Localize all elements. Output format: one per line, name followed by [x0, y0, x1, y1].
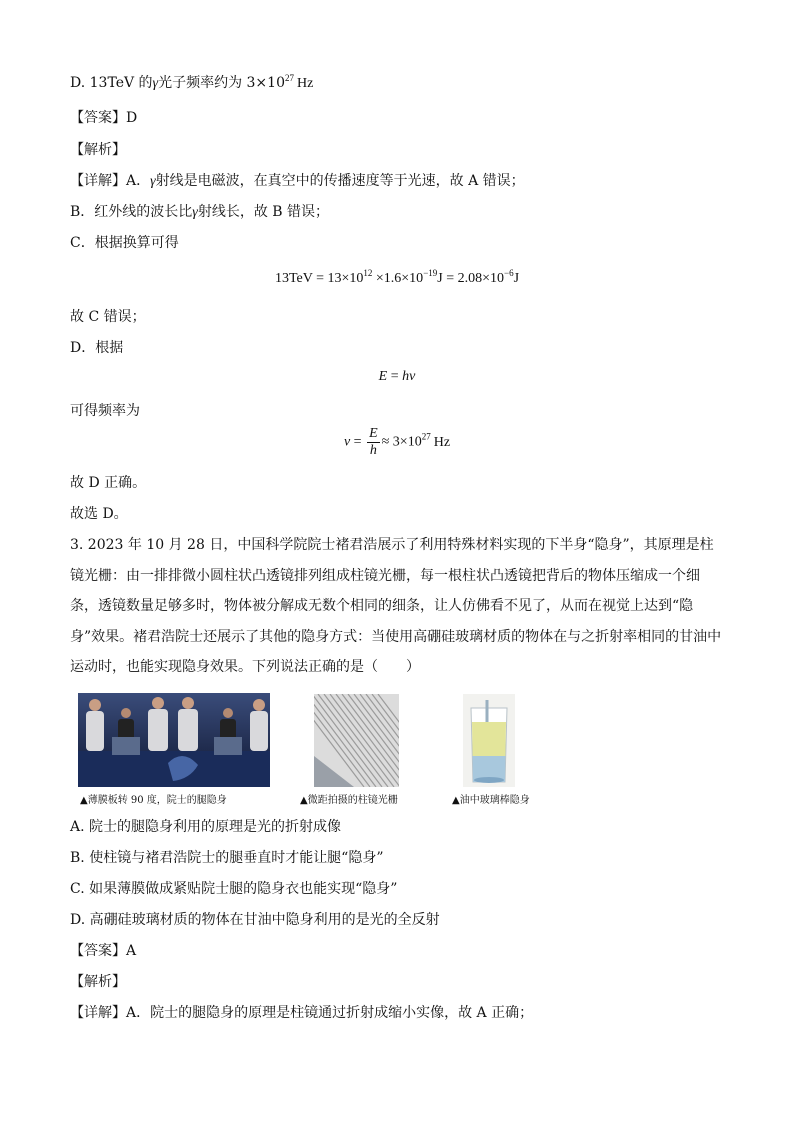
- option-d: D. 高硼硅玻璃材质的物体在甘油中隐身利用的是光的全反射: [70, 912, 440, 928]
- answer-label: 【答案】D: [70, 110, 138, 126]
- equation-planck: E = hν: [378, 369, 416, 384]
- fraction-e-over-h: $\frac{E}{h}$: [369, 426, 378, 458]
- detail-b: B．红外线的波长比γ射线长，故 B 错误；: [70, 204, 330, 220]
- option-a: A. 院士的腿隐身利用的原理是光的折射成像: [70, 819, 342, 835]
- lenticular-grating-photo: [314, 694, 399, 787]
- option-c: C. 如果薄膜做成紧贴院士腿的隐身衣也能实现“隐身”: [70, 881, 398, 897]
- lenticular-grating-illustration: [314, 694, 399, 787]
- glass-in-oil-illustration: [463, 694, 515, 787]
- caption-grating: ▲微距拍摄的柱镜光栅: [300, 795, 398, 806]
- equation-energy-conversion: $13TeV = 13\times 10^{12} \times 1.6\times 10^{-19}J = 2.08\times 10^{-6}J$: [274, 268, 520, 286]
- stage-photo-illustration: [78, 693, 270, 787]
- c-wrong-conclusion: 故 C 错误；: [70, 309, 146, 325]
- stage-photo: [78, 693, 270, 787]
- analysis-label: 【解析】: [70, 142, 126, 158]
- glass-in-oil-photo: [463, 694, 515, 787]
- equation-frequency: ν = $\frac{E}{h}$ ≈ $3\times 10^{27}$ Hz: [343, 426, 451, 458]
- detail-a: 【详解】A．γ射线是电磁波，在真空中的传播速度等于光速，故 A 错误；: [70, 173, 525, 189]
- answer-label-2: 【答案】A: [70, 943, 137, 959]
- choose-d: 故选 D。: [70, 506, 128, 522]
- detail-2a: 【详解】A．院士的腿隐身的原理是柱镜通过折射成缩小实像，故 A 正确；: [70, 1005, 534, 1021]
- detail-c: C．根据换算可得: [70, 235, 179, 251]
- caption-stage-photo: ▲薄膜板转 90 度，院士的腿隐身: [80, 795, 227, 806]
- analysis-label-2: 【解析】: [70, 974, 126, 990]
- question-3-stem: 3. 2023 年 10 月 28 日，中国科学院院士褚君浩展示了利用特殊材料实现的下半身“隐身”，其原理是柱镜光栅：由一排排微小圆柱状凸透镜排列组成柱镜光栅，每一根柱状凸透镜把背后的物体压缩成一个细条，透镜数量足够多时，物体被分解成无数个相同的细条，让人仿佛看不见了，从而在视觉上达到“隐身”效果。褚君浩院士还展示了其他的隐身方式：当使用高硼硅玻璃材质的物体在与之折射率相同的甘油中运动时，也能实现隐身效果。下列说法正确的是（ ）: [70, 537, 722, 675]
- option-b: B. 使柱镜与褚君浩院士的腿垂直时才能让腿“隐身”: [70, 850, 384, 866]
- detail-d: D．根据: [70, 340, 124, 356]
- frequency-text: 可得频率为: [70, 403, 140, 419]
- d-right-conclusion: 故 D 正确。: [70, 475, 147, 491]
- caption-glass-in-oil: ▲油中玻璃棒隐身: [452, 795, 530, 806]
- option-d-previous: D. 13TeV 的γ光子频率约为 $3\times 10^{27}$ Hz: [70, 73, 314, 91]
